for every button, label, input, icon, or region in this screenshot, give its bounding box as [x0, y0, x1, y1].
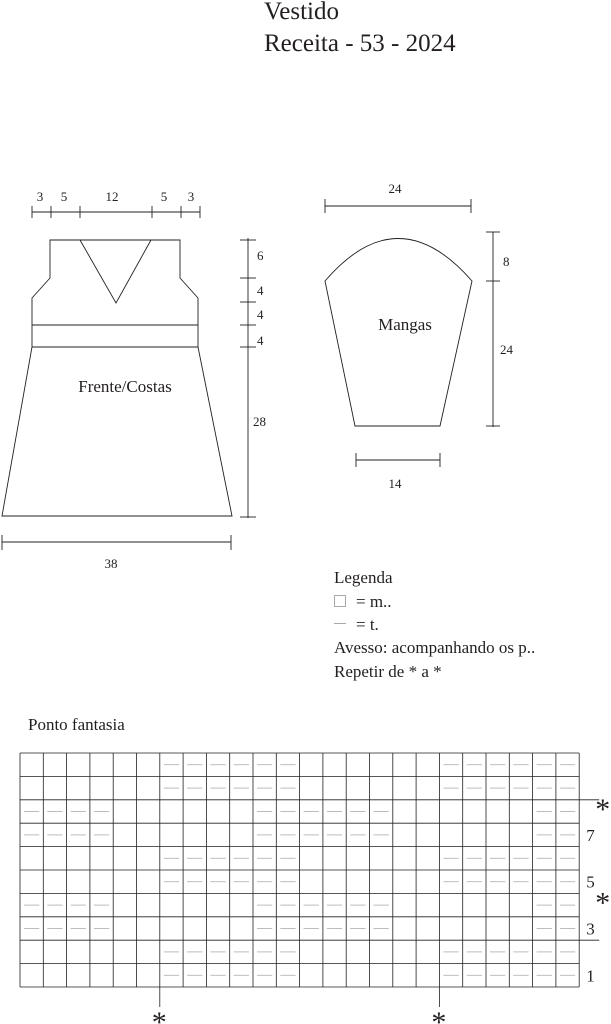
front-bottom-width: 38	[104, 556, 118, 571]
sleeve-label: Mangas	[378, 315, 432, 334]
stitch-chart-title: Ponto fantasia	[28, 715, 125, 734]
row-number: 1	[586, 966, 595, 986]
front-back-label: Frente/Costas	[78, 377, 172, 396]
repeat-star-right: *	[595, 886, 611, 920]
front-height-4: 4	[257, 333, 264, 348]
sleeve-cap-height: 8	[503, 254, 510, 269]
legend-purl-text: = t.	[356, 615, 379, 634]
front-width-shoulder-right: 3	[187, 189, 195, 204]
repeat-star-bottom: *	[431, 1006, 447, 1024]
legend-title: Legenda	[334, 568, 393, 587]
row-number: 5	[586, 872, 595, 892]
row-number: 3	[586, 919, 595, 939]
repeat-star-bottom: *	[151, 1006, 167, 1024]
pattern-subtitle: Receita - 53 - 2024	[264, 30, 456, 57]
front-height-5: 28	[253, 414, 266, 429]
row-number: 7	[586, 825, 595, 845]
purl-symbol	[334, 623, 346, 624]
front-width-neck: 12	[105, 189, 119, 204]
legend-purl	[334, 614, 379, 636]
sleeve-bottom-width: 14	[388, 476, 402, 491]
pattern-title: Vestido	[264, 0, 339, 25]
knit-symbol	[334, 595, 346, 607]
sleeve-top-width: 24	[388, 181, 402, 196]
front-height-2: 4	[257, 283, 264, 298]
front-height-1: 6	[257, 248, 264, 263]
repeat-star-right: *	[595, 792, 611, 826]
legend-knit	[334, 591, 392, 613]
front-width-neck-right: 5	[160, 189, 168, 204]
legend-repeat: Repetir de * a *	[334, 662, 442, 681]
stitch-chart	[0, 734, 611, 1024]
front-width-neck-left: 5	[60, 189, 68, 204]
front-width-shoulder-left: 3	[36, 189, 44, 204]
sleeve-length: 24	[500, 342, 513, 357]
front-height-3: 4	[257, 307, 264, 322]
legend-knit-text: = m..	[356, 592, 392, 611]
v-neck	[80, 240, 151, 303]
legend-wrong-side: Avesso: acompanhando os p..	[334, 638, 536, 657]
